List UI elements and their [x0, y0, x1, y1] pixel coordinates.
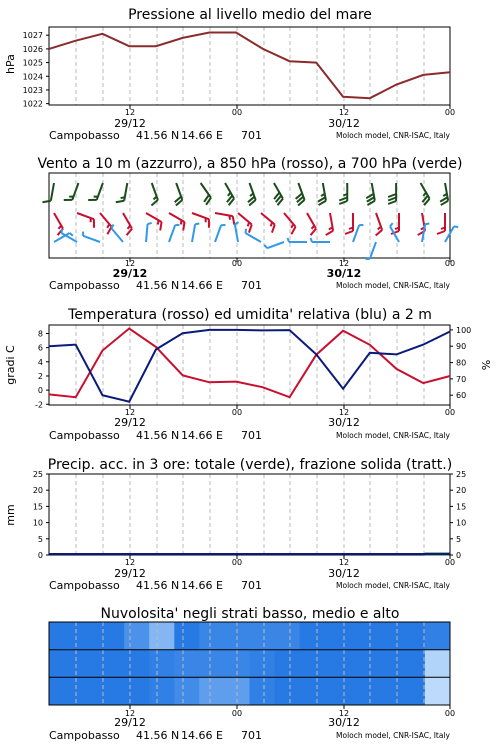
precip-credit: Moloch model, CNR-ISAC, Italy [336, 581, 450, 590]
wind-barb [215, 225, 225, 242]
temp-date-29: 29/12 [114, 416, 146, 429]
wind-barb [376, 213, 382, 235]
wind-barb [215, 213, 234, 225]
cloud-cell [124, 677, 150, 705]
precip-ylabel: mm [4, 504, 17, 526]
x-tick-label: 00 [231, 709, 243, 718]
x-tick-label: 12 [124, 558, 136, 567]
location-name: Campobasso [49, 279, 120, 292]
cloud-cell [325, 677, 351, 705]
y-tick-label: 1024 [22, 72, 43, 82]
wind-barb [318, 183, 326, 205]
y-tick-label: 0 [37, 551, 43, 560]
y-tick-label: 0 [37, 386, 43, 396]
location-alt: 701 [241, 729, 262, 742]
x-tick-label: 12 [124, 408, 136, 417]
y-tick-label: 25 [32, 470, 43, 479]
temp-location-line [49, 429, 262, 442]
cloud-cell [300, 650, 326, 678]
wind-barb [261, 213, 275, 233]
x-tick-label: 12 [338, 108, 350, 117]
temp-title: Temperatura (rosso) ed umidita' relativa (blu) a 2 m [68, 307, 432, 323]
wind-title: Vento a 10 m (azzurro), a 850 hPa (rosso), a 700 hPa (verde) [37, 156, 463, 172]
cloud-cell [149, 650, 175, 678]
y-tick-label: 5 [37, 534, 43, 544]
cloud-cell [49, 622, 75, 650]
wind-barb [353, 225, 363, 242]
location-alt: 701 [241, 279, 262, 292]
y-tick-label: 10 [456, 518, 467, 528]
wind-barb [88, 183, 103, 200]
y-tick-label: 0 [456, 551, 462, 560]
location-lat: 41.56 N [136, 729, 180, 742]
wind-barb [422, 223, 429, 242]
y-tick-label: -2 [35, 400, 43, 410]
wind-date-29: 29/12 [112, 267, 148, 280]
x-tick-label: 00 [444, 259, 456, 268]
cloud-cell [149, 622, 175, 650]
wind-barb [42, 183, 54, 202]
y-tick-label: 1026 [22, 44, 43, 54]
location-alt: 701 [241, 429, 262, 442]
wind-barb [111, 224, 123, 242]
location-lon: 14.66 E [181, 429, 223, 442]
temp-credit: Moloch model, CNR-ISAC, Italy [336, 431, 450, 440]
cloud-cell [275, 622, 301, 650]
location-lon: 14.66 E [181, 729, 223, 742]
wind-barb [264, 242, 284, 248]
wind-barb [274, 183, 283, 205]
x-tick-label: 12 [338, 259, 350, 268]
wind-barb [388, 183, 396, 204]
cloud-cell [250, 650, 276, 678]
cloud-cell [199, 677, 225, 705]
location-lat: 41.56 N [136, 279, 180, 292]
cloud-cell [174, 650, 200, 678]
precip-date-29: 29/12 [114, 567, 146, 580]
wind-barb [77, 213, 94, 228]
x-tick-label: 00 [231, 408, 243, 417]
cloud-cell [400, 622, 426, 650]
x-tick-label: 12 [124, 709, 136, 718]
wind-credit: Moloch model, CNR-ISAC, Italy [336, 281, 450, 290]
x-tick-label: 12 [338, 408, 350, 417]
x-tick-label: 00 [231, 558, 243, 567]
wind-location-line [49, 279, 262, 292]
wind-barb [245, 229, 261, 242]
y-tick-label: 70 [456, 374, 467, 384]
location-lon: 14.66 E [181, 129, 223, 142]
wind-barb [421, 183, 430, 205]
wind-barb [225, 183, 234, 205]
pressure-date-30: 30/12 [328, 117, 360, 130]
cloud-cell [300, 622, 326, 650]
cloud-cell [400, 677, 426, 705]
wind-barb [440, 183, 448, 205]
cloud-cell [425, 650, 451, 678]
precip-plot-frame [49, 474, 450, 555]
y-tick-label: 4 [37, 357, 43, 367]
location-alt: 701 [241, 579, 262, 592]
y-tick-label: 20 [456, 486, 467, 496]
location-lon: 14.66 E [181, 579, 223, 592]
location-name: Campobasso [49, 429, 120, 442]
clouds-title: Nuvolosita' negli strati basso, medio e alto [100, 606, 400, 622]
cloud-cell [250, 622, 276, 650]
precip-date-30: 30/12 [328, 567, 360, 580]
y-tick-label: 1025 [22, 58, 43, 68]
y-tick-label: 8 [37, 329, 43, 339]
cloud-cell [124, 650, 150, 678]
pressure-location-line [49, 129, 262, 142]
temp-date-30: 30/12 [328, 416, 360, 429]
cloud-cell [425, 677, 451, 705]
wind-barb [339, 183, 347, 204]
pressure-ylabel: hPa [4, 54, 17, 74]
wind-barb [345, 213, 353, 234]
pressure-series-line [49, 33, 450, 99]
wind-barb [146, 213, 162, 230]
wind-barb [169, 213, 185, 230]
x-tick-label: 12 [124, 108, 136, 117]
wind-barb [169, 225, 179, 242]
humidity-series-line [49, 330, 450, 402]
y-tick-label: 1023 [22, 85, 43, 95]
wind-date-30: 30/12 [326, 267, 362, 280]
y-tick-label: 5 [456, 534, 462, 544]
temp-ylabel: gradi C [4, 345, 17, 385]
cloud-cell [250, 677, 276, 705]
cloud-cell [74, 622, 100, 650]
cloud-cell [400, 650, 426, 678]
cloud-cell [149, 677, 175, 705]
y-tick-label: 90 [456, 342, 467, 352]
location-alt: 701 [241, 129, 262, 142]
cloud-cell [174, 677, 200, 705]
temp-plot-frame [49, 325, 450, 405]
cloud-cell [49, 650, 75, 678]
wind-barb [311, 238, 331, 242]
cloud-cell [199, 622, 225, 650]
wind-barb [366, 242, 376, 259]
temperature-series-line [49, 329, 450, 398]
y-tick-label: 25 [456, 470, 467, 479]
wind-barb [192, 223, 199, 242]
wind-barb [123, 213, 132, 235]
clouds-credit: Moloch model, CNR-ISAC, Italy [336, 731, 450, 740]
y-tick-label: 100 [456, 325, 472, 335]
y-tick-label: 10 [32, 518, 43, 528]
cloud-cell [350, 650, 376, 678]
x-tick-label: 00 [231, 108, 243, 117]
x-tick-label: 12 [338, 709, 350, 718]
cloud-cell [74, 677, 100, 705]
cloud-cell [124, 622, 150, 650]
wind-barb [326, 213, 333, 235]
cloud-cell [74, 650, 100, 678]
location-lat: 41.56 N [136, 429, 180, 442]
clouds-date-30: 30/12 [328, 716, 360, 729]
cloud-cell [275, 650, 301, 678]
location-lon: 14.66 E [181, 279, 223, 292]
cloud-cell [49, 677, 75, 705]
clouds-location-line [49, 729, 262, 742]
y-tick-label: 1027 [22, 31, 43, 41]
wind-barb [61, 229, 77, 242]
wind-barb [238, 213, 252, 233]
y-tick-label: 2 [37, 371, 43, 381]
wind-barb [100, 213, 112, 234]
wind-barb [146, 223, 152, 242]
x-tick-label: 12 [124, 259, 136, 268]
x-tick-label: 00 [444, 709, 456, 718]
cloud-cell [425, 622, 451, 650]
y-tick-label: 1022 [22, 99, 43, 109]
location-name: Campobasso [49, 129, 120, 142]
wind-barb [366, 183, 375, 205]
humidity-ylabel: % [480, 359, 493, 371]
pressure-title: Pressione al livello medio del mare [128, 7, 372, 23]
y-tick-label: 20 [32, 486, 43, 496]
y-tick-label: 80 [456, 358, 467, 368]
location-name: Campobasso [49, 729, 120, 742]
wind-barb [175, 183, 183, 205]
precip-location-line [49, 579, 262, 592]
cloud-cell [350, 622, 376, 650]
wind-barb [296, 183, 305, 205]
x-tick-label: 00 [231, 259, 243, 268]
wind-barb [437, 213, 445, 234]
y-tick-label: 15 [456, 502, 467, 512]
x-tick-label: 12 [338, 558, 350, 567]
wind-barb [116, 183, 128, 202]
x-tick-label: 00 [444, 408, 456, 417]
wind-barb [201, 183, 211, 205]
wind-barb [445, 226, 458, 242]
cloud-cell [199, 650, 225, 678]
pressure-date-29: 29/12 [114, 117, 146, 130]
cloud-cell [325, 650, 351, 678]
clouds-date-29: 29/12 [114, 716, 146, 729]
precip-title: Precip. acc. in 3 ore: totale (verde), frazione solida (tratt.) [47, 457, 453, 473]
pressure-plot-frame [49, 27, 450, 105]
cloud-cell [300, 677, 326, 705]
cloud-cell [350, 677, 376, 705]
location-lat: 41.56 N [136, 579, 180, 592]
wind-barb [307, 213, 316, 235]
y-tick-label: 6 [37, 343, 43, 353]
x-tick-label: 00 [444, 108, 456, 117]
y-tick-label: 60 [456, 391, 467, 401]
cloud-cell [325, 622, 351, 650]
cloud-cell [275, 677, 301, 705]
x-tick-label: 00 [444, 558, 456, 567]
wind-barb [248, 183, 256, 205]
cloud-cell [174, 622, 200, 650]
location-name: Campobasso [49, 579, 120, 592]
location-lat: 41.56 N [136, 129, 180, 142]
pressure-credit: Moloch model, CNR-ISAC, Italy [336, 131, 450, 140]
y-tick-label: 15 [32, 502, 43, 512]
wind-barb [83, 232, 100, 242]
